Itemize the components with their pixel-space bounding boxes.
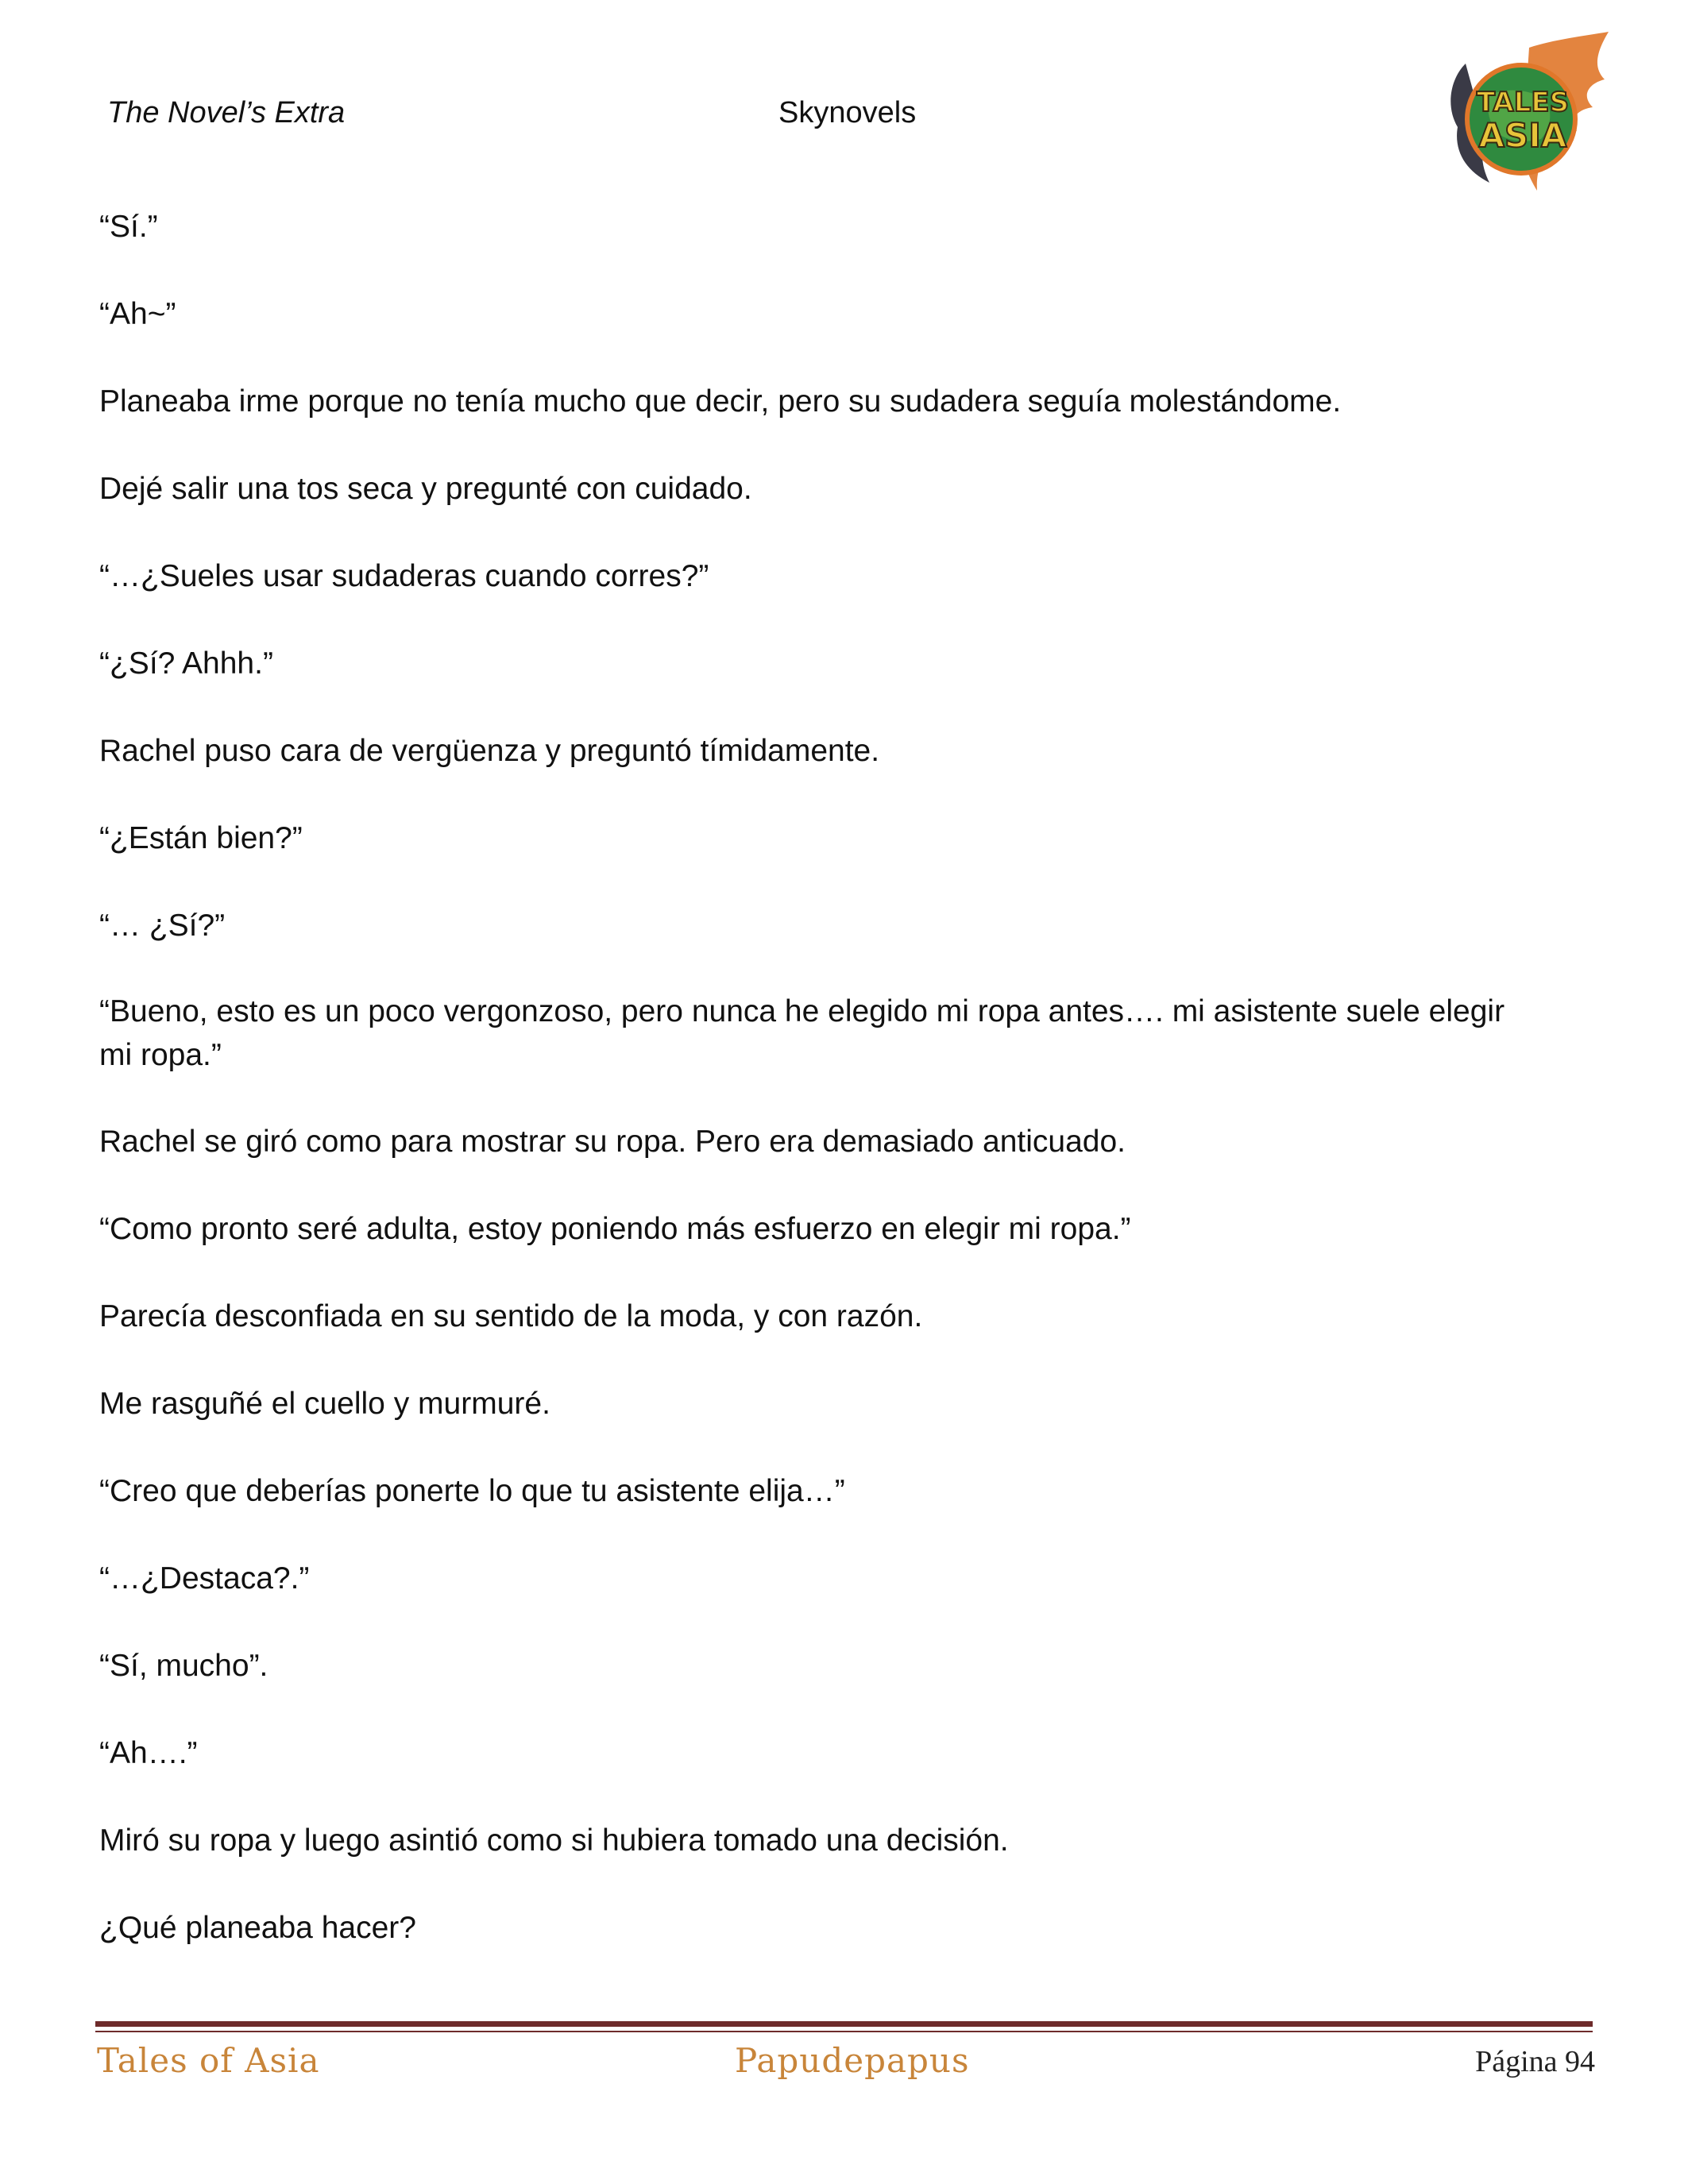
paragraph: Rachel se giró como para mostrar su ropa. Pero era demasiado anticuado. <box>99 1125 1126 1159</box>
paragraph: “Como pronto seré adulta, estoy poniendo más esfuerzo en elegir mi ropa.” <box>99 1212 1131 1246</box>
paragraph: “¿Están bien?” <box>99 821 303 855</box>
tales-of-asia-logo <box>1434 32 1617 203</box>
paragraph: “…¿Sueles usar sudaderas cuando corres?” <box>99 559 709 593</box>
paragraph: Miró su ropa y luego asintió como si hubiera tomado una decisión. <box>99 1823 1009 1858</box>
paragraph: “Bueno, esto es un poco vergonzoso, pero nunca he elegido mi ropa antes…. mi asistente suele elegir mi ropa.” <box>99 994 1505 1072</box>
paragraph: “Sí.” <box>99 210 158 244</box>
footer-publisher: Tales of Asia <box>97 2041 320 2080</box>
page-number: Página 94 <box>1475 2045 1595 2078</box>
paragraph: “…¿Destaca?.” <box>99 1561 310 1596</box>
paragraph: “¿Sí? Ahhh.” <box>99 646 273 681</box>
footer-translator: Papudepapus <box>735 2041 970 2080</box>
paragraph: Rachel puso cara de vergüenza y preguntó tímidamente. <box>99 734 880 768</box>
paragraph: Planeaba irme porque no tenía mucho que decir, pero su sudadera seguía molestándome. <box>99 384 1342 419</box>
paragraph: “Sí, mucho”. <box>99 1649 268 1683</box>
paragraph: “Creo que deberías ponerte lo que tu asistente elija…” <box>99 1474 845 1508</box>
paragraph: Dejé salir una tos seca y pregunté con cuidado. <box>99 472 752 506</box>
paragraph: “Ah….” <box>99 1736 198 1770</box>
paragraph: “Ah~” <box>99 297 176 331</box>
footer-rule-thin <box>95 2031 1593 2032</box>
footer-rule-thick <box>95 2021 1593 2027</box>
paragraph: “… ¿Sí?” <box>99 909 226 943</box>
site-name: Skynovels <box>778 96 917 129</box>
paragraph: Parecía desconfiada en su sentido de la moda, y con razón. <box>99 1299 923 1333</box>
paragraph: Me rasguñé el cuello y murmuré. <box>99 1387 550 1421</box>
book-title: The Novel’s Extra <box>107 96 346 129</box>
logo-text-top: TALES <box>1476 87 1570 118</box>
paragraph: ¿Qué planeaba hacer? <box>99 1911 416 1945</box>
logo-text-bottom: ASIA <box>1478 116 1567 155</box>
